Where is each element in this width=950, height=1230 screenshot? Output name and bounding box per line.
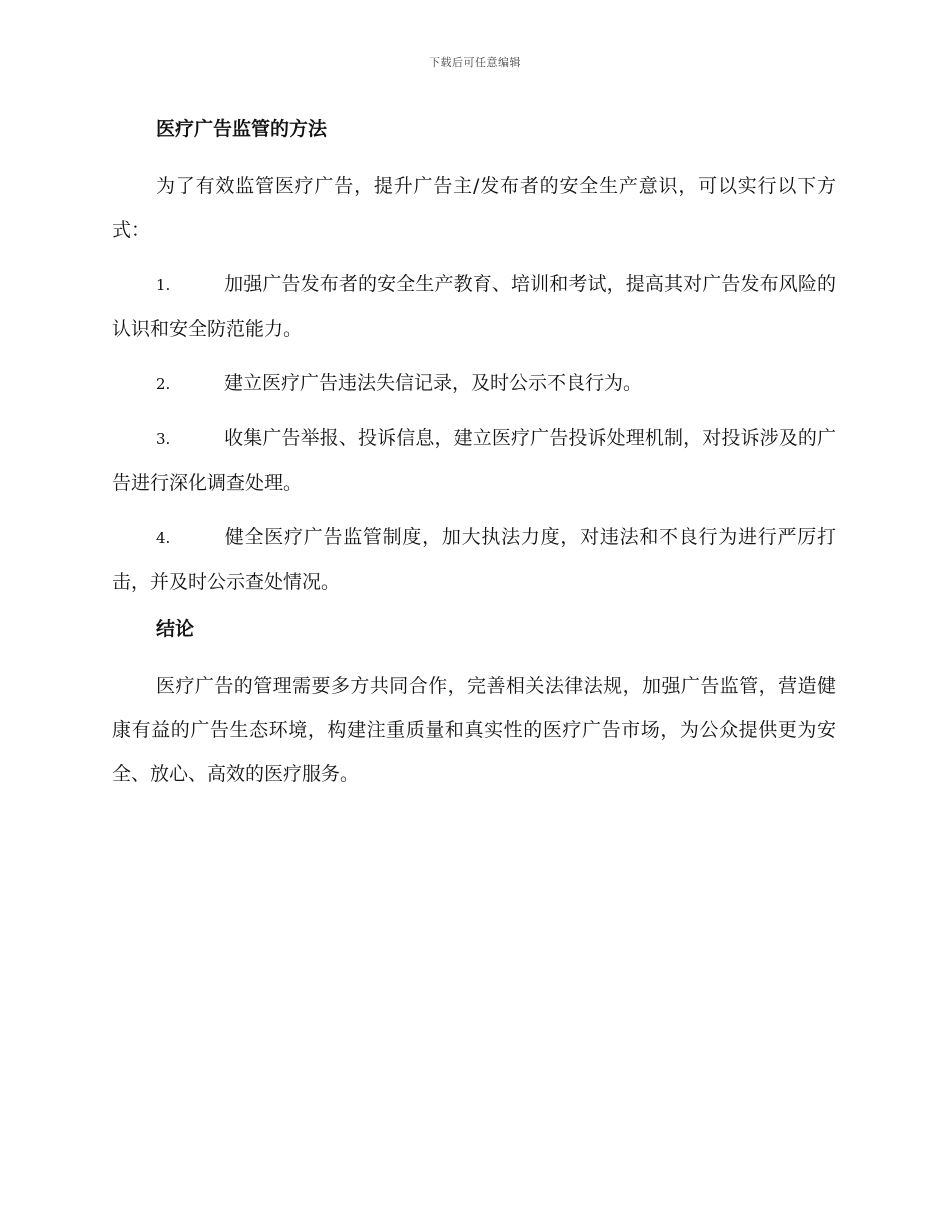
list-item [112,515,836,604]
section-title-conclusion: 结论 [156,618,195,640]
list-item [112,361,836,406]
list-item [112,416,836,505]
conclusion-body: 医疗广告的管理需要多方共同合作，完善相关法律法规，加强广告监管，营造健康有益的广告生态环境，构建注重质量和真实性的医疗广告市场，为公众提供更为安全、放心、高效的医疗服务。 [112,675,836,785]
list-text: 加强广告发布者的安全生产教育、培训和考试，提高其对广告发布风险的认识和安全防范能力。 [112,273,836,340]
list-number: 4. [156,529,171,547]
list-number: 3. [156,430,171,448]
list-number: 2. [156,375,171,393]
header-note: 下载后可任意编辑 [429,56,521,69]
list-item [112,262,836,351]
document-content [112,114,836,806]
list-number: 1. [156,276,171,294]
list-text: 建立医疗广告违法失信记录，及时公示不良行为。 [224,372,643,394]
list-text: 收集广告举报、投诉信息，建立医疗广告投诉处理机制，对投诉涉及的广告进行深化调查处理。 [112,427,836,494]
section-title-methods: 医疗广告监管的方法 [156,118,328,140]
methods-intro: 为了有效监管医疗广告，提升广告主/发布者的安全生产意识，可以实行以下方式： [112,175,836,241]
list-text: 健全医疗广告监管制度，加大执法力度，对违法和不良行为进行严厉打击，并及时公示查处情况。 [112,526,836,593]
